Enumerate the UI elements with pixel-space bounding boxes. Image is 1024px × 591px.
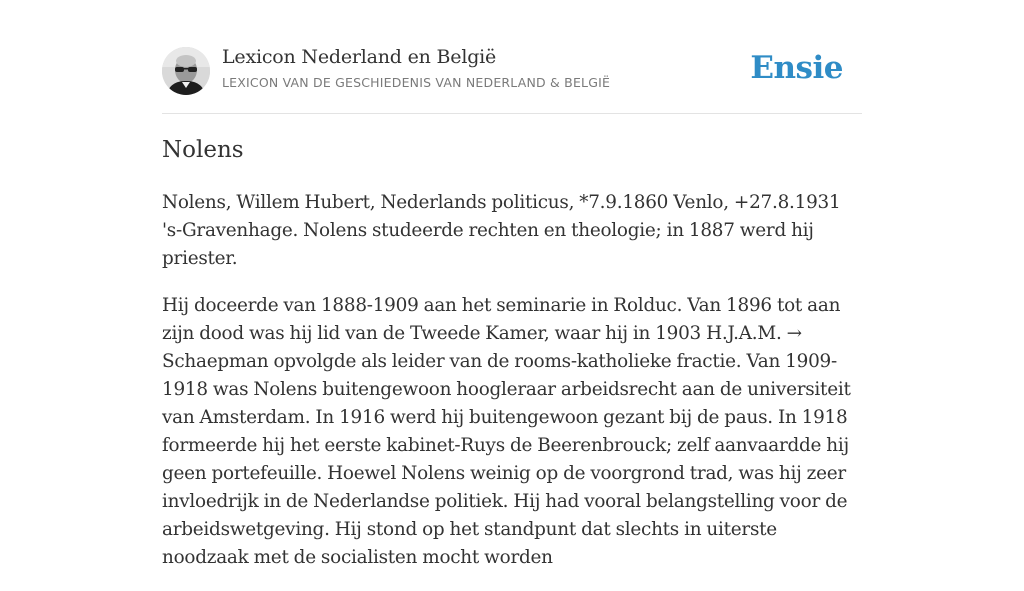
article-paragraph: Nolens, Willem Hubert, Nederlands politicus, *7.9.1860 Venlo, +27.8.1931 's-Gravenhage. Nolens studeerde rechten en theologie; in 1887 werd hij priester. xyxy=(162,192,841,269)
site-title[interactable]: Lexicon Nederland en België xyxy=(222,46,497,68)
page-title: Nolens xyxy=(162,137,244,163)
site-subtitle: LEXICON VAN DE GESCHIEDENIS VAN NEDERLAND & BELGIË xyxy=(222,75,611,90)
page-container xyxy=(162,0,862,568)
article-body xyxy=(162,189,862,591)
ensie-logo-link[interactable]: Ensie xyxy=(750,50,843,86)
article-paragraph: Hij doceerde van 1888-1909 aan het seminarie in Rolduc. Van 1896 tot aan zijn dood was hij lid van de Tweede Kamer, waar hij in 1903 H.J.A.M. → Schaepman opvolgde als leider van de rooms-katholieke fractie. Van 1909-1918 was Nolens buitengewoon hoogleraar arbeidsrecht aan de universiteit van Amsterdam. In 1916 werd hij buitengewoon gezant bij de paus. In 1918 formeerde hij het eerste kabinet-Ruys de Beerenbrouck; zelf aanvaardde hij geen portefeuille. Hoewel Nolens weinig op de voorgrond trad, was hij zeer invloedrijk in de Nederlandse politiek. Hij had vooral belangstelling voor de arbeidswetgeving. Hij stond op het standpunt dat slechts in uiterste noodzaak met de socialisten mocht worden xyxy=(162,295,851,568)
portrait-icon xyxy=(162,47,210,95)
lexicon-header xyxy=(162,0,862,114)
author-avatar[interactable] xyxy=(162,47,210,95)
